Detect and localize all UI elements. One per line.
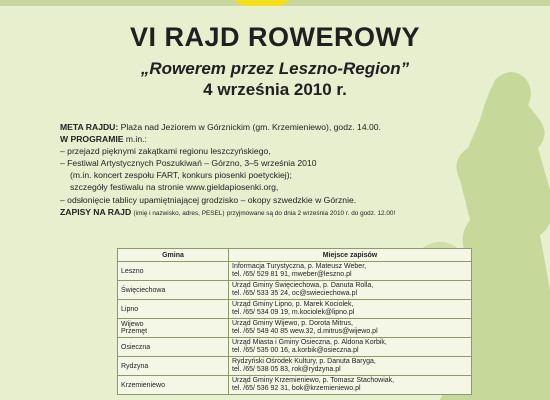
- program-line: [60, 133, 500, 145]
- table-row: [118, 281, 472, 300]
- program-item: – Festiwal Artystycznych Poszukiwań – Górzno, 3–5 września 2010: [60, 158, 317, 169]
- office-contact: tel. /65/ 536 92 31, bok@krzemieniewo.pl: [232, 385, 361, 392]
- meta-line: [60, 121, 500, 133]
- gmina-name: Rydzyna: [121, 362, 149, 370]
- gmina-cell: [118, 376, 229, 395]
- program-item: – przejazd pięknymi zakątkami regionu leszczyńskiego,: [60, 146, 271, 157]
- gmina-name: Wijewo: [121, 321, 144, 328]
- office-contact: tel. /65/ 529 81 91, mweber@leszno.pl: [232, 271, 352, 278]
- table-row: [118, 262, 472, 281]
- miejsce-cell: [229, 262, 472, 281]
- page-title: VI RAJD ROWEROWY: [129, 22, 420, 52]
- page-subtitle: „Rowerem przez Leszno-Region”: [140, 59, 410, 78]
- office-contact: tel. /65/ 533 35 24, oc@swieciechowa.pl: [232, 290, 358, 297]
- gmina-name: Krzemieniewo: [121, 381, 165, 389]
- zapisy-text: przyjmowane są do dnia 2 września 2010 r. do godz. 12.00!: [226, 209, 396, 217]
- office-name: Urząd Gminy Lipno, p. Marek Kociolek,: [232, 300, 354, 308]
- table-row: [118, 357, 472, 376]
- miejsce-cell: [229, 281, 472, 300]
- program-item: – odsłonięcie tablicy upamiętniającej grodzisko – okopy szwedzkie w Górznie.: [60, 194, 357, 205]
- program-item: (m.in. koncert zespołu FART, konkurs piosenki poetyckiej);: [70, 170, 292, 181]
- gmina-cell: [118, 357, 229, 376]
- office-name: Urząd Gminy Krzemieniewo, p. Tomasz Stachowiak,: [232, 376, 395, 384]
- event-info: [60, 121, 500, 220]
- table-row: [118, 338, 472, 357]
- office-name: Urząd Miasta i Gminy Osieczna, p. Aldona Korbik,: [232, 338, 387, 346]
- miejsce-cell: [229, 376, 472, 395]
- office-contact: tel. /65/ 534 09 19, m.kociolek@lipno.pl: [232, 309, 355, 316]
- office-name: Urząd Gminy Święciechowa, p. Danuta Rolla,: [232, 281, 374, 289]
- table-row: [118, 300, 472, 319]
- column-header-miejsce: Miejsce zapisów: [229, 249, 472, 262]
- gmina-cell: [118, 338, 229, 357]
- program-label: W PROGRAMIE: [60, 134, 124, 145]
- gmina-cell: [118, 281, 229, 300]
- office-contact: tel. /65/ 535 00 16, a.korbik@osieczna.pl: [232, 347, 359, 354]
- table-row: [118, 319, 472, 338]
- gmina-name: Przemęt: [121, 328, 148, 335]
- miejsce-cell: [229, 319, 472, 338]
- gmina-name: Lipno: [121, 305, 139, 313]
- miejsce-cell: [229, 338, 472, 357]
- office-name: Rydzyński Ośrodek Kultury, p. Danuta Baryga,: [232, 357, 376, 365]
- gmina-cell: [118, 319, 229, 338]
- zapisy-small: (imię i nazwisko, adres, PESEL): [133, 209, 225, 217]
- gmina-name: Osieczna: [121, 343, 151, 351]
- miejsce-cell: [229, 300, 472, 319]
- gmina-cell: [118, 300, 229, 319]
- zapisy-label: ZAPISY NA RAJD: [60, 206, 132, 217]
- zapisy-line: [60, 206, 500, 220]
- program-item: szczegóły festiwalu na stronie www.gieldapiosenki.org,: [70, 182, 279, 193]
- registration-table: [117, 248, 472, 395]
- office-contact: tel. /65/ 549 40 85 wew.32, d.mitrus@wijewo.pl: [232, 328, 378, 335]
- meta-text: Plaża nad Jeziorem w Górznickim (gm. Krzemieniewo), godz. 14.00.: [120, 122, 381, 132]
- office-contact: tel. /65/ 538 05 83, rok@rydzyna.pl: [232, 366, 341, 373]
- office-name: Urząd Gminy Wijewo, p. Dorota Mitrus,: [232, 319, 353, 327]
- gmina-name: Święciechowa: [121, 286, 166, 294]
- gmina-name: Leszno: [121, 267, 144, 275]
- gmina-cell: [118, 262, 229, 281]
- event-date: 4 września 2010 r.: [203, 80, 347, 99]
- meta-label: META RAJDU:: [60, 122, 119, 132]
- program-suffix: m.in.:: [125, 134, 147, 145]
- column-header-gmina: Gmina: [118, 249, 229, 262]
- miejsce-cell: [229, 357, 472, 376]
- office-name: Informacja Turystyczna, p. Mateusz Weber,: [232, 262, 367, 270]
- table-row: [118, 376, 472, 395]
